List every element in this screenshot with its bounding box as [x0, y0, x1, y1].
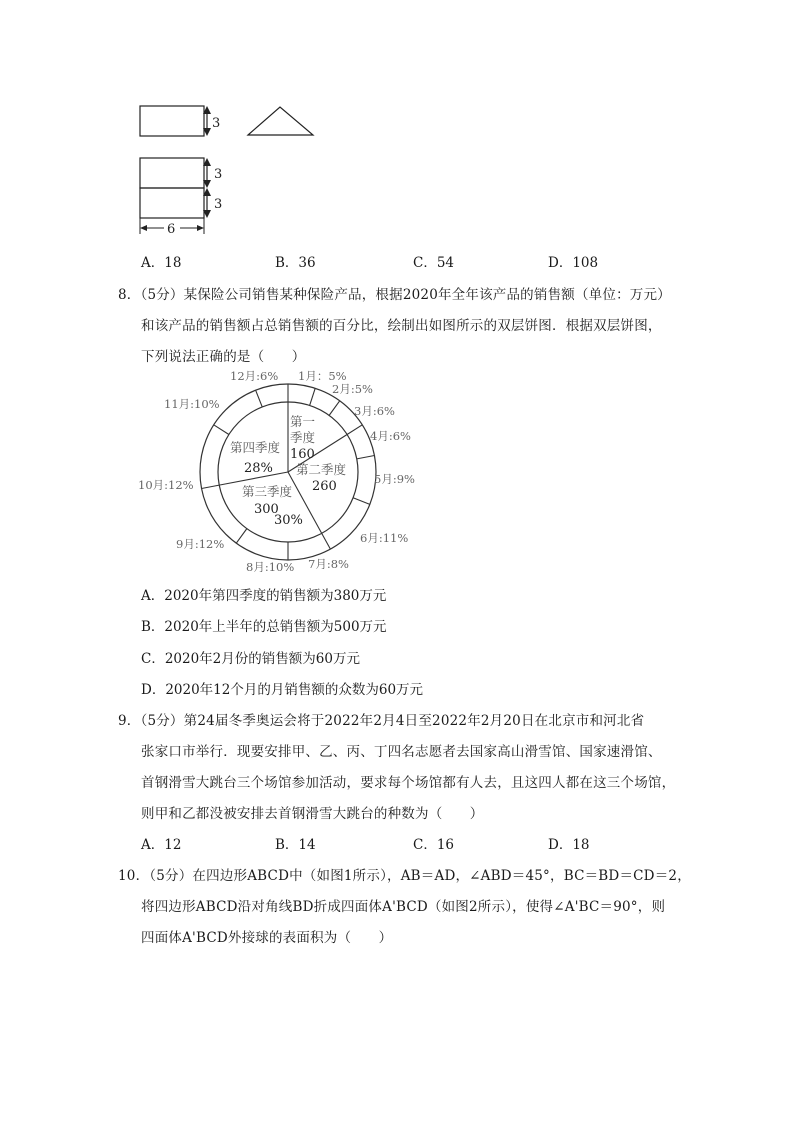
inner-q2-value: 260	[312, 479, 337, 494]
month-label-1: 1月：5%	[298, 369, 347, 383]
q8-option-c[interactable]: C．2020年2月份的销售额为60万元	[141, 651, 360, 667]
top-view-dim-width: 6	[167, 222, 176, 237]
q8-option-d[interactable]: D．2020年12个月的月销售额的众数为60万元	[141, 682, 424, 698]
inner-q3-percent: 30%	[274, 513, 303, 528]
top-view-rect-upper	[140, 158, 204, 188]
top-view-dim-upper: 3	[214, 167, 223, 182]
q7-option-a[interactable]: A．18	[141, 255, 182, 271]
inner-q1-value: 160	[290, 447, 315, 462]
inner-q4-percent: 28%	[244, 461, 273, 476]
inner-q2-label: 第二季度	[296, 462, 347, 477]
month-label-11: 11月:10%	[164, 397, 220, 411]
month-boundary-2	[310, 388, 316, 405]
front-view-dim: 3	[212, 116, 221, 131]
month-label-2: 2月:5%	[332, 382, 373, 396]
month-boundary-11	[214, 425, 229, 435]
q9-stem-line-3: 首钢滑雪大跳台三个场馆参加活动，要求每个场馆都有人去，且这四人都在这三个场馆，	[141, 775, 676, 791]
month-boundary-7	[322, 533, 331, 549]
month-label-9: 9月:12%	[176, 537, 225, 551]
inner-q4-label: 第四季度	[230, 440, 281, 455]
month-label-5: 5月:9%	[374, 472, 415, 486]
q8-option-a[interactable]: A．2020年第四季度的销售额为380万元	[141, 588, 387, 604]
month-label-10: 10月:12%	[138, 478, 194, 492]
q9-option-a[interactable]: A．12	[141, 837, 182, 853]
q10-stem-line-1: 10．（5分）在四边形ABCD中（如图1所示），AB＝AD，∠ABD＝45°，BC＝BD＝CD＝2，	[118, 868, 691, 884]
month-label-6: 6月:11%	[360, 531, 409, 545]
month-boundary-10	[202, 485, 220, 488]
q8-stem-line-2: 和该产品的销售额占总销售额的百分比，绘制出如图所示的双层饼图．根据双层饼图，	[141, 318, 662, 334]
month-boundary-6	[353, 498, 370, 505]
top-view-rect-lower	[140, 188, 204, 218]
inner-q1-label-1: 第一	[290, 414, 316, 429]
q9-option-b[interactable]: B．14	[275, 837, 316, 853]
q9-option-c[interactable]: C．16	[413, 837, 455, 853]
month-label-12: 12月:6%	[230, 369, 279, 383]
inner-q3-value: 300	[254, 502, 279, 517]
month-label-3: 3月:6%	[354, 404, 395, 418]
q9-stem-line-1: 9．（5分）第24届冬季奥运会将于2022年2月4日至2022年2月20日在北京市和河北省	[118, 713, 645, 729]
month-label-7: 7月:8%	[308, 557, 349, 571]
month-label-4: 4月:6%	[370, 429, 411, 443]
month-boundary-3	[329, 401, 340, 416]
month-boundary-4	[347, 425, 362, 435]
q7-option-c[interactable]: C．54	[413, 255, 455, 271]
q8-option-b[interactable]: B．2020年上半年的总销售额为500万元	[141, 619, 387, 635]
month-boundary-9	[236, 529, 247, 544]
side-view-triangle	[248, 107, 313, 135]
q8-stem-line-1: 8．（5分）某保险公司销售某种保险产品，根据2020年全年该产品的销售额（单位：万元）	[118, 287, 671, 303]
inner-q1-label-2: 季度	[290, 430, 316, 445]
front-view-rect	[140, 106, 204, 136]
q8-stem-line-3: 下列说法正确的是（ ）	[141, 349, 306, 365]
q10-stem-line-3: 四面体A'BCD外接球的表面积为（ ）	[141, 930, 393, 946]
double-layer-pie-chart	[130, 366, 430, 578]
q9-stem-line-4: 则甲和乙都没被安排去首钢滑雪大跳台的种数为（ ）	[141, 806, 484, 822]
month-boundary-5	[357, 456, 375, 459]
top-view-dim-lower: 3	[214, 197, 223, 212]
q10-stem-line-2: 将四边形ABCD沿对角线BD折成四面体A'BCD（如图2所示），使得∠A'BC＝90°，则	[141, 899, 666, 915]
q7-option-d[interactable]: D．108	[548, 255, 599, 271]
q7-three-view-figure	[130, 96, 330, 240]
month-label-8: 8月:10%	[246, 560, 295, 574]
q9-option-d[interactable]: D．18	[548, 837, 590, 853]
q7-option-b[interactable]: B．36	[275, 255, 316, 271]
q9-stem-line-2: 张家口市举行．现要安排甲、乙、丙、丁四名志愿者去国家高山滑雪馆、国家速滑馆、	[141, 744, 662, 760]
month-boundary-12	[256, 390, 263, 407]
inner-q3-label: 第三季度	[242, 484, 293, 499]
